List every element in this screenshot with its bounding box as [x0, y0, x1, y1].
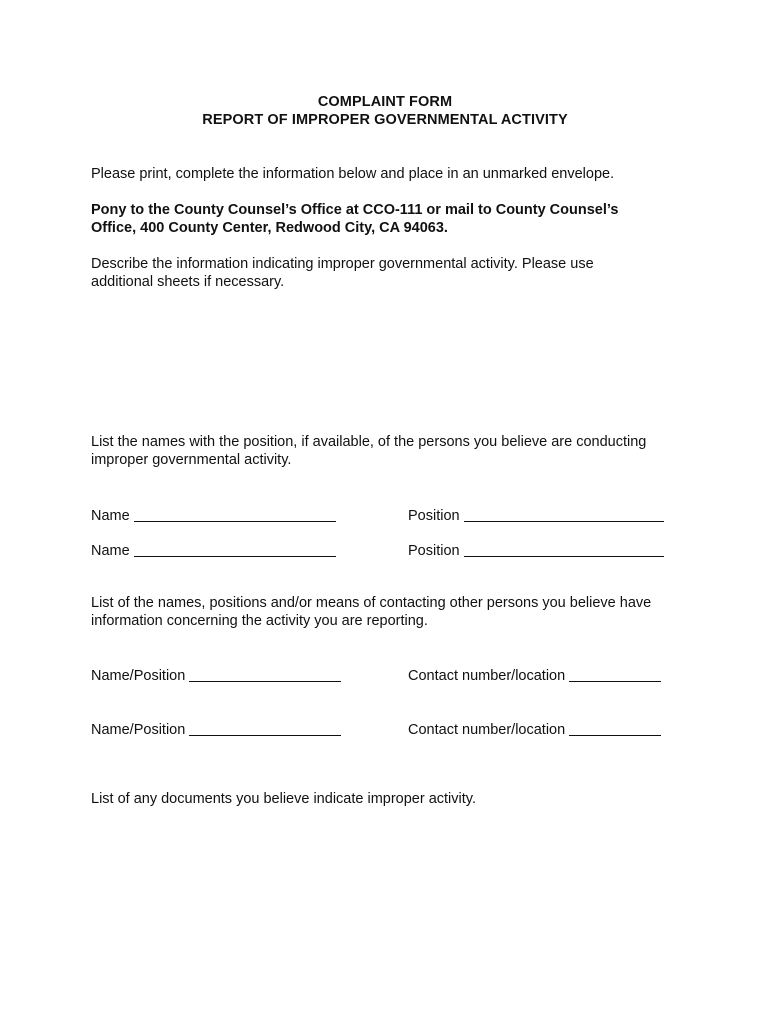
contact-label: Contact number/location — [408, 668, 566, 684]
name-field-2[interactable] — [91, 540, 336, 560]
position-blank-line[interactable] — [464, 542, 664, 557]
mail-instructions-line1: Pony to the County Counsel’s Office at CCO-111 or mail to County Counsel’s — [91, 202, 619, 218]
contacts-prompt-line1: List of the names, positions and/or means of contacting other persons you believe have — [91, 595, 652, 611]
position-field-1[interactable] — [408, 505, 664, 525]
form-title: COMPLAINT FORM — [317, 94, 453, 110]
name-field-1[interactable] — [91, 505, 336, 525]
position-label: Position — [408, 508, 460, 524]
name-blank-line[interactable] — [134, 542, 336, 557]
name-position-label: Name/Position — [91, 668, 186, 684]
persons-prompt-line1: List the names with the position, if available, of the persons you believe are conducting — [91, 434, 647, 450]
position-field-2[interactable] — [408, 540, 664, 560]
position-blank-line[interactable] — [464, 507, 664, 522]
contact-field-1[interactable] — [408, 665, 661, 685]
mail-instructions-line2: Office, 400 County Center, Redwood City, CA 94063. — [91, 220, 448, 236]
name-label: Name — [91, 508, 130, 524]
contacts-prompt-line2: information concerning the activity you are reporting. — [91, 613, 428, 629]
name-position-field-1[interactable] — [91, 665, 341, 685]
position-label: Position — [408, 543, 460, 559]
name-position-field-2[interactable] — [91, 719, 341, 739]
name-label: Name — [91, 543, 130, 559]
contact-blank-line[interactable] — [569, 721, 661, 736]
name-position-blank-line[interactable] — [189, 721, 341, 736]
name-blank-line[interactable] — [134, 507, 336, 522]
contact-blank-line[interactable] — [569, 667, 661, 682]
print-instructions: Please print, complete the information below and place in an unmarked envelope. — [91, 166, 615, 182]
contact-label: Contact number/location — [408, 722, 566, 738]
name-position-label: Name/Position — [91, 722, 186, 738]
name-position-blank-line[interactable] — [189, 667, 341, 682]
describe-prompt-line2: additional sheets if necessary. — [91, 274, 285, 290]
contact-field-2[interactable] — [408, 719, 661, 739]
documents-prompt: List of any documents you believe indicate improper activity. — [91, 791, 476, 807]
persons-prompt-line2: improper governmental activity. — [91, 452, 292, 468]
form-subtitle: REPORT OF IMPROPER GOVERNMENTAL ACTIVITY — [202, 112, 568, 128]
describe-prompt-line1: Describe the information indicating improper governmental activity. Please use — [91, 256, 594, 272]
